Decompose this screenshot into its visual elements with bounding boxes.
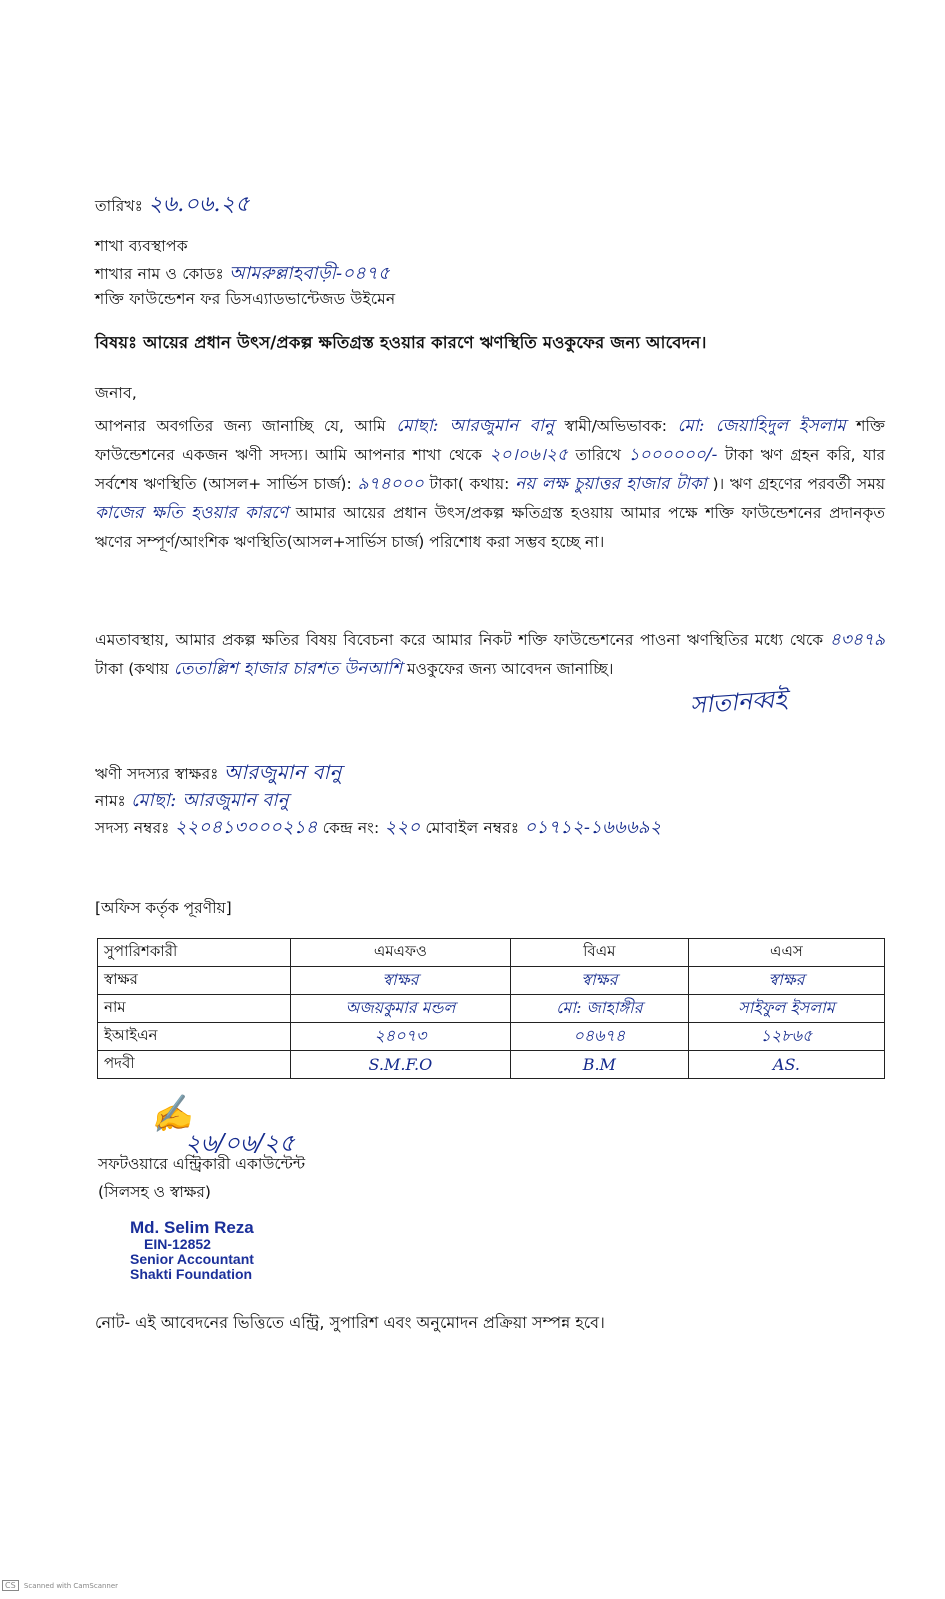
p2-text-2: টাকা (কথায় [95, 660, 169, 678]
member-number-line [95, 813, 662, 844]
mfo-signature: স্বাক্ষর [291, 967, 511, 995]
col-mfo: এমএফও [291, 939, 511, 967]
member-name-label: নামঃ [95, 792, 127, 810]
p1-text-5: টাকা ঋণ গ্রহন করি, যার সর্বশেষ ঋণস্থিতি (আসল+ সার্ভিস চার্জ): [95, 446, 885, 493]
bm-designation: B.M [510, 1051, 688, 1079]
organization-name: শক্তি ফাউন্ডেশন ফর ডিসএ্যাডভান্টেজড উইমেন [95, 290, 396, 308]
row-label-name: নাম [98, 995, 291, 1023]
accountant-initial-date: ২৬/০৬/২৫ [185, 1129, 295, 1157]
p1-text-4: তারিখে [575, 446, 621, 464]
guardian-name-handwritten-2: ইসলাম [798, 416, 846, 436]
camscanner-icon: CS [2, 1580, 19, 1591]
p1-text-6: টাকা( কথায়: [429, 475, 510, 493]
recipient-title: শাখা ব্যবস্থাপক [95, 237, 188, 255]
p1-text-7: )। ঋণ গ্রহণের পরবর্তী সময় [712, 475, 885, 493]
table-row [98, 995, 885, 1023]
accountant-initial-icon: ✍ [147, 1092, 195, 1138]
row-label-designation: পদবী [98, 1051, 291, 1079]
reason-handwritten: কাজের ক্ষতি হওয়ার কারণে [95, 503, 289, 523]
member-signature: আরজুমান বানু [223, 760, 342, 784]
bm-ein: ০৪৬৭৪ [510, 1023, 688, 1051]
row-label-signature: স্বাক্ষর [98, 967, 291, 995]
stamp-name: Md. Selim Reza [130, 1218, 254, 1237]
subject-line: বিষয়ঃ আয়ের প্রধান উৎস/প্রকল্প ক্ষতিগ্রস্ত হওয়ার কারণে ঋণস্থিতি মওকুফের জন্য আবেদন। [95, 333, 707, 352]
as-ein: ১২৮৬৫ [688, 1023, 884, 1051]
office-use-label: [অফিস কর্তৃক পূরণীয়] [95, 899, 232, 917]
table-row [98, 1051, 885, 1079]
branch-label: শাখার নাম ও কোডঃ [95, 265, 224, 283]
guardian-name-handwritten: মো: জেয়াহিদুল [677, 416, 789, 436]
center-value: ২২০ [384, 817, 421, 838]
p2-text-3: মওকুফের জন্য আবেদন জানাচ্ছি। [406, 660, 614, 678]
date-value: ২৬.০৬.২৫ [148, 192, 250, 217]
outstanding-words-handwritten: নয় লক্ষ চুয়াত্তর হাজার টাকা [515, 474, 707, 494]
p1-text-3: শক্তি ফাউন্ডেশনের একজন ঋণী সদস্য। আমি আপনার শাখা থেকে [95, 417, 885, 464]
as-designation: AS. [688, 1051, 884, 1079]
scanner-watermark [2, 1580, 118, 1591]
p2-text-1: এমতাবস্থায়, আমার প্রকল্প ক্ষতির বিষয় বিবেচনা করে আমার নিকট শক্তি ফাউন্ডেশনের পাওনা ঋণস্থিতির মধ্যে থেকে [95, 631, 824, 649]
loan-amount-handwritten: ১০০০০০০/- [628, 445, 718, 465]
right-signature: সাতানব্বই [689, 684, 788, 720]
mfo-designation: S.M.F.O [291, 1051, 511, 1079]
table-row [98, 967, 885, 995]
body-paragraph-2 [95, 626, 885, 684]
waiver-words-handwritten: তেতাল্লিশ হাজার চারশত উনআশি [173, 659, 403, 679]
as-signature: স্বাক্ষর [688, 967, 884, 995]
accountant-stamp [130, 1218, 254, 1282]
loan-date-handwritten: ২০।০৬।২৫ [489, 445, 568, 465]
member-no-value: ২২০৪১৩০০০২১৪ [174, 817, 318, 838]
scanner-text: Scanned with CamScanner [23, 1582, 119, 1590]
p1-text-8: আমার আয়ের প্রধান উৎস/প্রকল্প ক্ষতিগ্রস্ত হওয়ায় আমার পক্ষে শক্তি ফাউন্ডেশনের প্রদানকৃত ঋণের সম্পূর্ণ/আংশিক ঋণস্থিতি(আসল+সার্ভিস চার্জ) পরিশোধ করা সম্ভব হচ্ছে না। [95, 504, 885, 551]
col-recommender: সুপারিশকারী [98, 939, 291, 967]
mobile-label: মোবাইল নম্বরঃ [425, 819, 520, 837]
col-as: এএস [688, 939, 884, 967]
p1-text-2: স্বামী/অভিভাবক: [564, 417, 667, 435]
stamp-org: Shakti Foundation [130, 1266, 253, 1282]
footer-note: নোট- এই আবেদনের ভিত্তিতে এন্ট্রি, সুপারিশ এবং অনুমোদন প্রক্রিয়া সম্পন্ন হবে। [95, 1313, 605, 1332]
col-bm: বিএম [510, 939, 688, 967]
member-no-label: সদস্য নম্বরঃ [95, 819, 170, 837]
p1-text-1: আপনার অবগতির জন্য জানাচ্ছি যে, আমি [95, 417, 386, 435]
stamp-title: Senior Accountant [130, 1251, 254, 1267]
mobile-value: ০১৭১২-১৬৬৬৯২ [524, 817, 662, 838]
seal-note: (সিলসহ ও স্বাক্ষর) [98, 1183, 211, 1201]
table-row [98, 1023, 885, 1051]
member-signature-label: ঋণী সদস্যর স্বাক্ষরঃ [95, 765, 219, 783]
accountant-block [98, 1150, 305, 1206]
member-name-value: মোছা: আরজুমান বানু [131, 790, 289, 811]
branch-line [95, 259, 390, 290]
mfo-name: অজয়কুমার মন্ডল [291, 995, 511, 1023]
member-name-handwritten: মোছা: আরজুমান বানু [396, 416, 555, 436]
as-name: সাইফুল ইসলাম [688, 995, 884, 1023]
bm-name: মো: জাহাঙ্গীর [510, 995, 688, 1023]
accountant-role: সফটওয়ারে এন্ট্রিকারী একাউন্টেন্ট [98, 1155, 306, 1173]
branch-value: আমরুল্লাহবাড়ী-০৪৭৫ [229, 263, 390, 284]
office-table [97, 938, 885, 1079]
bm-signature: স্বাক্ষর [510, 967, 688, 995]
outstanding-handwritten: ৯৭৪০০০ [357, 474, 424, 494]
mfo-ein: ২৪০৭৩ [291, 1023, 511, 1051]
salutation: জনাব, [95, 384, 137, 402]
body-paragraph-1 [95, 412, 885, 557]
row-label-ein: ইআইএন [98, 1023, 291, 1051]
waiver-amount-handwritten: ৪৩৪৭৯ [829, 630, 885, 650]
date-label: তারিখঃ [95, 197, 144, 215]
table-header-row [98, 939, 885, 967]
date-line [95, 187, 250, 224]
center-label: কেন্দ্র নং: [322, 819, 380, 837]
stamp-ein: EIN-12852 [144, 1236, 211, 1252]
